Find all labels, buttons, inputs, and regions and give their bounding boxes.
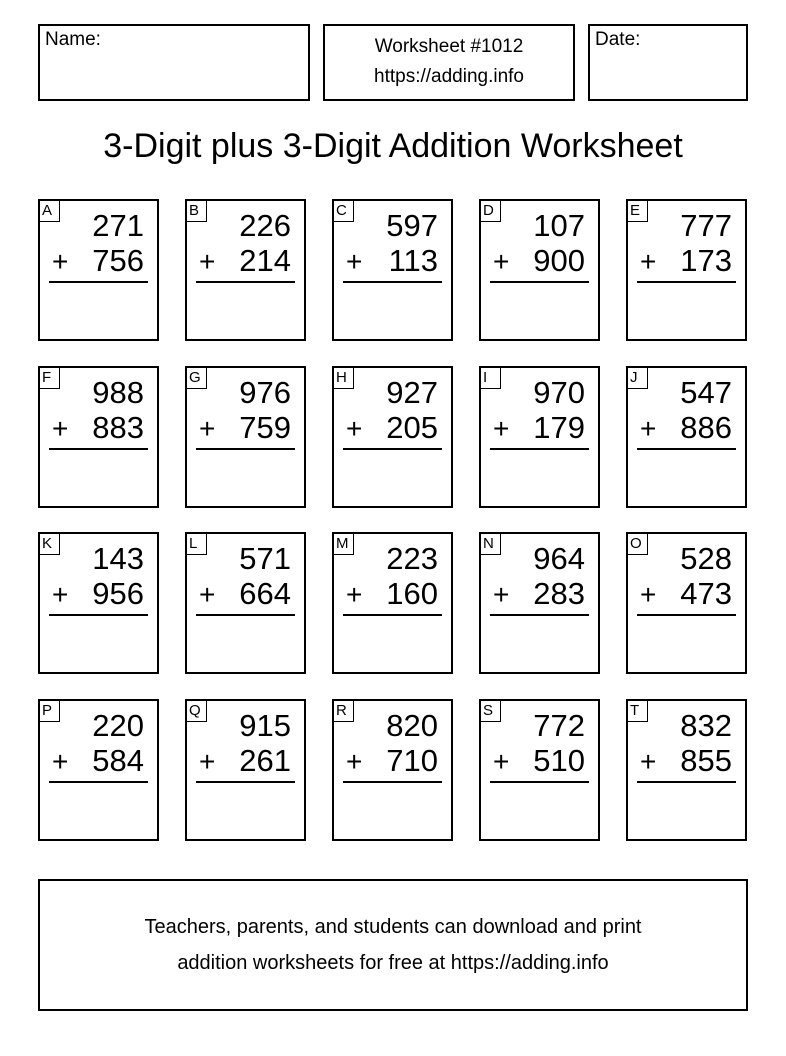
addend-bottom: 956 [92, 576, 144, 611]
problem-i[interactable] [479, 366, 600, 508]
worksheet-number: Worksheet #1012 [374, 36, 524, 57]
plus-sign: + [346, 746, 363, 777]
plus-sign: + [493, 746, 510, 777]
plus-sign: + [52, 246, 69, 277]
worksheet-url: https://adding.info [374, 66, 524, 87]
problem-d[interactable] [479, 199, 600, 341]
answer-line [196, 614, 295, 616]
addend-top: 220 [92, 708, 144, 743]
problem-letter: P [40, 701, 60, 722]
answer-line [343, 781, 442, 783]
plus-sign: + [52, 413, 69, 444]
footer-box [38, 879, 748, 1011]
plus-sign: + [640, 579, 657, 610]
problem-letter: K [40, 534, 60, 555]
problem-letter: H [334, 368, 354, 389]
addend-top: 832 [680, 708, 732, 743]
addend-bottom: 883 [92, 410, 144, 445]
problem-h[interactable] [332, 366, 453, 508]
plus-sign: + [199, 413, 216, 444]
problem-letter: J [628, 368, 648, 389]
answer-line [196, 281, 295, 283]
name-field[interactable] [38, 24, 310, 101]
problem-letter: B [187, 201, 207, 222]
addend-top: 927 [386, 375, 438, 410]
problem-k[interactable] [38, 532, 159, 674]
plus-sign: + [493, 246, 510, 277]
answer-line [490, 448, 589, 450]
name-label: Name: [45, 29, 101, 50]
addend-bottom: 759 [239, 410, 291, 445]
addend-top: 820 [386, 708, 438, 743]
answer-line [637, 781, 736, 783]
plus-sign: + [640, 246, 657, 277]
addend-top: 223 [386, 541, 438, 576]
problem-letter: G [187, 368, 207, 389]
addend-bottom: 214 [239, 243, 291, 278]
addend-top: 772 [533, 708, 585, 743]
plus-sign: + [199, 746, 216, 777]
plus-sign: + [493, 579, 510, 610]
addend-bottom: 205 [386, 410, 438, 445]
worksheet-info-box [323, 24, 575, 101]
problem-letter: S [481, 701, 501, 722]
problem-e[interactable] [626, 199, 747, 341]
addend-bottom: 664 [239, 576, 291, 611]
addend-top: 528 [680, 541, 732, 576]
problem-j[interactable] [626, 366, 747, 508]
plus-sign: + [346, 246, 363, 277]
plus-sign: + [199, 579, 216, 610]
addend-top: 547 [680, 375, 732, 410]
date-label: Date: [595, 29, 641, 50]
problem-q[interactable] [185, 699, 306, 841]
problem-letter: O [628, 534, 648, 555]
addend-bottom: 261 [239, 743, 291, 778]
addend-top: 988 [92, 375, 144, 410]
addend-bottom: 886 [680, 410, 732, 445]
addend-top: 964 [533, 541, 585, 576]
addend-bottom: 900 [533, 243, 585, 278]
problem-f[interactable] [38, 366, 159, 508]
problem-letter: M [334, 534, 354, 555]
problem-s[interactable] [479, 699, 600, 841]
addend-bottom: 584 [92, 743, 144, 778]
plus-sign: + [640, 413, 657, 444]
plus-sign: + [640, 746, 657, 777]
problem-letter: I [481, 368, 501, 389]
addend-bottom: 510 [533, 743, 585, 778]
addend-top: 226 [239, 208, 291, 243]
answer-line [49, 781, 148, 783]
problem-n[interactable] [479, 532, 600, 674]
addend-top: 970 [533, 375, 585, 410]
plus-sign: + [346, 413, 363, 444]
answer-line [490, 614, 589, 616]
addend-bottom: 160 [386, 576, 438, 611]
addend-top: 777 [680, 208, 732, 243]
problem-m[interactable] [332, 532, 453, 674]
plus-sign: + [52, 746, 69, 777]
addend-bottom: 283 [533, 576, 585, 611]
problem-t[interactable] [626, 699, 747, 841]
answer-line [196, 448, 295, 450]
problem-letter: R [334, 701, 354, 722]
problem-letter: D [481, 201, 501, 222]
problem-c[interactable] [332, 199, 453, 341]
footer-line-1: Teachers, parents, and students can download and print [144, 916, 642, 938]
answer-line [343, 614, 442, 616]
addend-top: 571 [239, 541, 291, 576]
addend-bottom: 113 [388, 243, 438, 278]
addend-bottom: 173 [680, 243, 732, 278]
page-title: 3-Digit plus 3-Digit Addition Worksheet [103, 127, 683, 165]
addend-top: 271 [92, 208, 144, 243]
footer-line-2: addition worksheets for free at https://adding.info [177, 952, 609, 974]
answer-line [343, 448, 442, 450]
problem-r[interactable] [332, 699, 453, 841]
addend-bottom: 855 [680, 743, 732, 778]
addend-top: 597 [386, 208, 438, 243]
addend-bottom: 756 [92, 243, 144, 278]
answer-line [196, 781, 295, 783]
problem-p[interactable] [38, 699, 159, 841]
problem-letter: C [334, 201, 354, 222]
problem-letter: A [40, 201, 60, 222]
answer-line [343, 281, 442, 283]
answer-line [490, 781, 589, 783]
problem-b[interactable] [185, 199, 306, 341]
addend-top: 143 [92, 541, 144, 576]
problem-letter: T [628, 701, 648, 722]
answer-line [49, 281, 148, 283]
date-field[interactable] [588, 24, 748, 101]
problem-letter: L [187, 534, 207, 555]
problem-letter: F [40, 368, 60, 389]
answer-line [49, 448, 148, 450]
answer-line [637, 448, 736, 450]
answer-line [637, 281, 736, 283]
addend-bottom: 473 [680, 576, 732, 611]
problem-o[interactable] [626, 532, 747, 674]
answer-line [490, 281, 589, 283]
addend-top: 107 [533, 208, 585, 243]
answer-line [49, 614, 148, 616]
plus-sign: + [493, 413, 510, 444]
answer-line [637, 614, 736, 616]
addend-top: 915 [239, 708, 291, 743]
problem-letter: N [481, 534, 501, 555]
plus-sign: + [199, 246, 216, 277]
addend-bottom: 179 [533, 410, 585, 445]
problem-a[interactable] [38, 199, 159, 341]
plus-sign: + [346, 579, 363, 610]
problem-letter: E [628, 201, 648, 222]
problem-g[interactable] [185, 366, 306, 508]
addend-top: 976 [239, 375, 291, 410]
problem-l[interactable] [185, 532, 306, 674]
plus-sign: + [52, 579, 69, 610]
problem-letter: Q [187, 701, 207, 722]
addend-bottom: 710 [386, 743, 438, 778]
